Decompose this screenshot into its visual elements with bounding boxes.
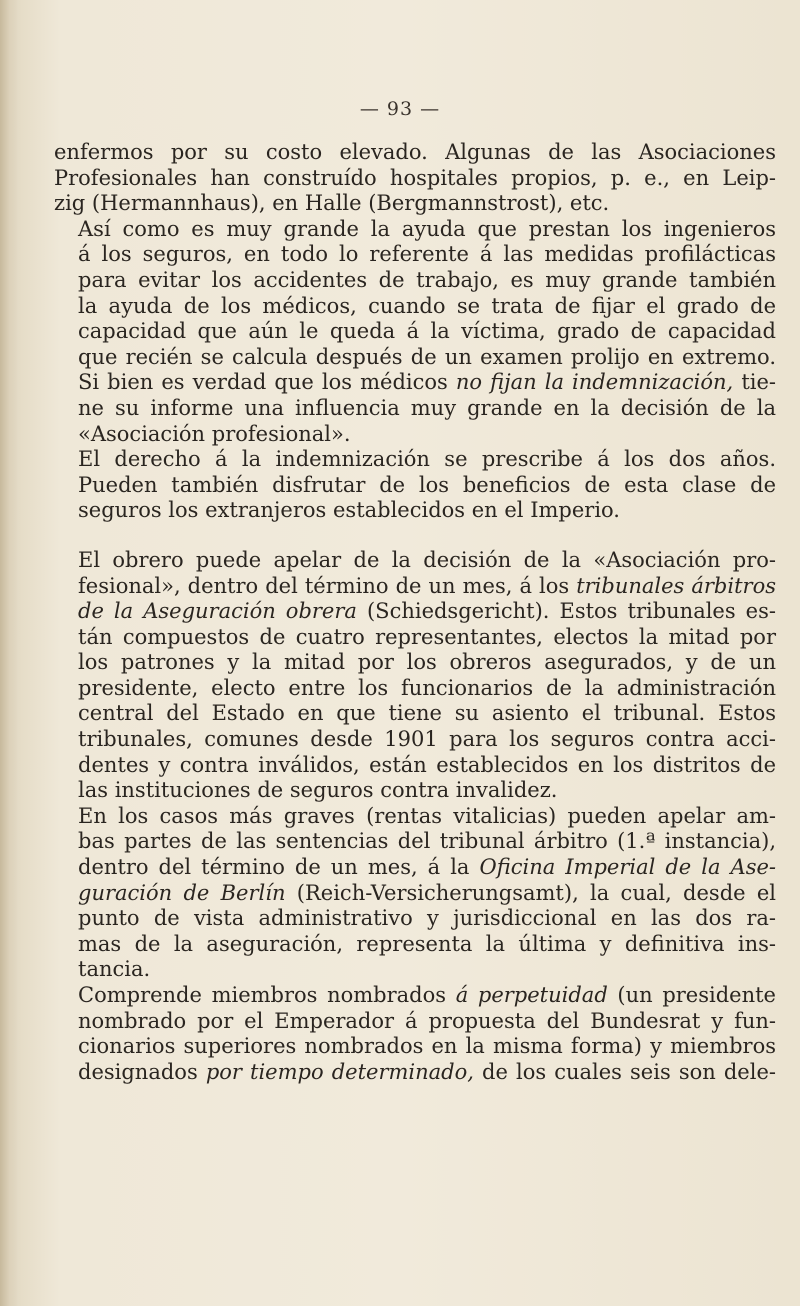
text-line: ne su informe una influencia muy grande en la decisión de la <box>78 395 776 420</box>
italic-phrase: por tiempo determinado, <box>205 1059 474 1084</box>
body-text <box>54 140 776 1085</box>
text-line: central del Estado en que tiene su asiento el tribunal. Estos <box>78 701 776 726</box>
text-line <box>54 370 776 396</box>
italic-phrase: á perpetuidad <box>455 983 608 1007</box>
italic-phrase: tribunales árbitros <box>576 573 776 598</box>
text-line: presidente, electo entre los funcionarios de la administración <box>78 675 776 700</box>
text-line: En los casos más graves (rentas vitalicias) pueden apelar am- <box>78 803 776 828</box>
text-line: las instituciones de seguros contra invalidez. <box>78 778 558 803</box>
text-line: á los seguros, en todo lo referente á las medidas profilácticas <box>78 242 776 267</box>
paragraph-6 <box>54 983 776 1085</box>
text-segment: de los cuales seis son dele- <box>482 1059 776 1084</box>
text-line: punto de vista administrativo y jurisdiccional en las dos ra- <box>78 906 776 931</box>
text-segment: Comprende miembros nombrados <box>78 983 447 1007</box>
text-line: mas de la aseguración, representa la última y definitiva ins- <box>78 931 776 956</box>
text-line: Así como es muy grande la ayuda que prestan los ingenieros <box>78 216 776 241</box>
text-line: «Asociación profesional». <box>78 421 351 446</box>
text-line: El obrero puede apelar de la decisión de la «Asociación pro- <box>78 547 776 572</box>
text-segment: tie- <box>741 370 776 395</box>
text-line <box>54 1060 776 1086</box>
text-segment: designados <box>78 1059 198 1084</box>
text-line: cionarios superiores nombrados en la misma forma) y miembros <box>78 1034 776 1059</box>
text-line: que recién se calcula después de un examen prolijo en extremo. <box>78 344 776 369</box>
text-line: seguros los extranjeros establecidos en el Imperio. <box>78 498 620 523</box>
text-line: tán compuestos de cuatro representantes, electos la mitad por <box>78 624 776 649</box>
paragraph-2 <box>54 217 776 447</box>
paragraph-5 <box>54 804 776 983</box>
text-line <box>54 599 776 625</box>
text-line: tancia. <box>78 957 151 982</box>
text-line: Profesionales han construído hospitales propios, p. e., en Leip- <box>54 165 776 190</box>
paragraph-4 <box>54 548 776 804</box>
text-segment: (un presidente <box>617 983 776 1007</box>
paragraph-3 <box>54 447 776 524</box>
text-segment: dentro del término de un mes, á la <box>78 855 470 880</box>
italic-phrase: guración de Berlín <box>78 880 286 905</box>
text-line: dentes y contra inválidos, están establecidos en los distritos de <box>78 752 776 777</box>
italic-phrase: de la Aseguración obrera <box>78 599 357 624</box>
text-line: Pueden también disfrutar de los beneficios de esta clase de <box>78 472 776 497</box>
text-line: para evitar los accidentes de trabajo, es muy grande también <box>78 267 776 292</box>
text-segment: fesional», dentro del término de un mes, á los <box>78 573 570 598</box>
book-spine-shadow <box>0 0 18 1306</box>
text-segment: (Schiedsgericht). Estos tribunales es- <box>366 599 776 624</box>
text-line: tribunales, comunes desde 1901 para los seguros contra acci- <box>78 727 776 752</box>
page-number: — 93 — <box>359 98 441 120</box>
text-line: bas partes de las sentencias del tribunal árbitro (1.ª instancia), <box>78 829 776 854</box>
text-line <box>54 881 776 907</box>
italic-phrase: Oficina Imperial de la Ase- <box>479 855 776 880</box>
text-line <box>54 574 776 600</box>
text-line: los patrones y la mitad por los obreros asegurados, y de un <box>78 650 776 675</box>
text-line: El derecho á la indemnización se prescribe á los dos años. <box>78 447 776 472</box>
text-line: la ayuda de los médicos, cuando se trata de fijar el grado de <box>78 293 776 318</box>
text-line <box>54 855 776 881</box>
paragraph-1 <box>54 140 776 217</box>
text-line: enfermos por su costo elevado. Algunas de las Asociaciones <box>54 140 776 164</box>
text-line <box>54 983 776 1009</box>
text-segment: Si bien es verdad que los médicos <box>78 370 448 395</box>
text-segment: (Reich-Versicherungsamt), la cual, desde el <box>296 880 776 905</box>
text-line: zig (Hermannhaus), en Halle (Bergmannstrost), etc. <box>54 191 610 216</box>
text-line: capacidad que aún le queda á la víctima, grado de capacidad <box>78 319 776 344</box>
text-line: nombrado por el Emperador á propuesta del Bundesrat y fun- <box>78 1008 776 1033</box>
italic-phrase: no fijan la indemnización, <box>455 370 734 395</box>
